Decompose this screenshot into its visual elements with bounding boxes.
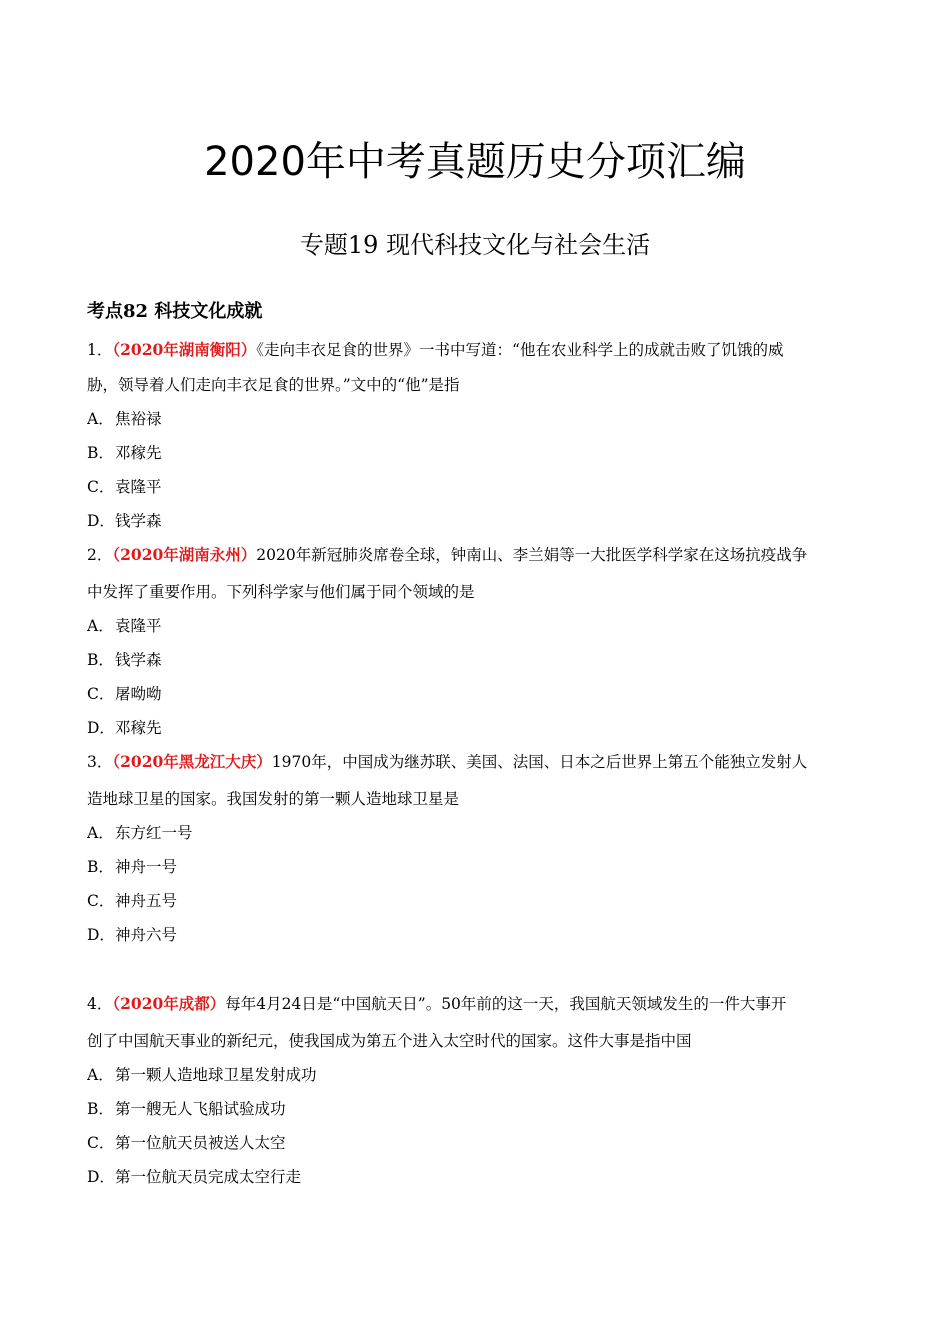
question-text: 1970年，中国成为继苏联、美国、法国、日本之后世界上第五个能独立发射人	[271, 753, 808, 771]
option-text: 第一位航天员完成太空行走	[115, 1168, 302, 1186]
question-number: 2．	[87, 546, 113, 564]
option-text: 神舟一号	[115, 858, 178, 876]
option-text: 钱学森	[115, 651, 162, 669]
option-letter: D．	[87, 719, 115, 737]
question-3-line-2: 造地球卫星的国家。我国发射的第一颗人造地球卫星是	[87, 790, 460, 808]
question-1-option-a	[87, 407, 867, 431]
question-3-option-d	[87, 923, 867, 947]
option-text: 第一艘无人飞船试验成功	[115, 1100, 286, 1118]
question-source: （2020年黑龙江大庆）	[112, 752, 272, 771]
question-4-line-2: 创了中国航天事业的新纪元，使我国成为第五个进入太空时代的国家。这件大事是指中国	[87, 1032, 692, 1050]
document-title: 2020年中考真题历史分项汇编	[204, 139, 746, 185]
question-text: 每年4月24日是“中国航天日”。50年前的这一天，我国航天领域发生的一件大事开	[225, 995, 787, 1013]
question-2-line-1	[87, 543, 867, 567]
option-text: 钱学森	[115, 512, 162, 530]
option-text: 焦裕禄	[115, 410, 162, 428]
question-number: 1．	[87, 341, 113, 359]
question-number: 4．	[87, 995, 113, 1013]
question-1-option-b	[87, 441, 867, 465]
option-text: 袁隆平	[115, 617, 162, 635]
question-2-line-2: 中发挥了重要作用。下列科学家与他们属于同个领域的是	[87, 583, 475, 601]
question-3-line-1	[87, 750, 867, 774]
option-text: 神舟六号	[115, 926, 178, 944]
question-source: （2020年湖南永州）	[112, 545, 257, 564]
option-text: 屠呦呦	[115, 685, 162, 703]
question-2-option-c	[87, 682, 867, 706]
question-2-option-d	[87, 716, 867, 740]
option-letter: A．	[87, 824, 114, 842]
option-text: 邓稼先	[115, 719, 162, 737]
option-text: 袁隆平	[115, 478, 162, 496]
document-subtitle: 专题19 现代科技文化与社会生活	[299, 231, 651, 259]
question-source: （2020年湖南衡阳）	[112, 340, 257, 359]
question-text: 2020年新冠肺炎席卷全球，钟南山、李兰娟等一大批医学科学家在这场抗疫战争	[256, 546, 808, 564]
option-letter: B．	[87, 858, 114, 876]
option-letter: C．	[87, 1134, 115, 1152]
question-4-option-b	[87, 1097, 867, 1121]
question-4-option-a	[87, 1063, 867, 1087]
question-source: （2020年成都）	[112, 994, 226, 1013]
question-1-line-1	[87, 338, 867, 362]
question-text: 《走向丰衣足食的世界》一书中写道：“他在农业科学上的成就击败了饥饿的威	[256, 341, 784, 359]
option-text: 神舟五号	[115, 892, 178, 910]
option-letter: D．	[87, 512, 115, 530]
option-letter: A．	[87, 617, 114, 635]
question-2-option-b	[87, 648, 867, 672]
question-3-option-b	[87, 855, 867, 879]
option-letter: A．	[87, 410, 114, 428]
question-3-option-c	[87, 889, 867, 913]
option-letter: B．	[87, 1100, 114, 1118]
question-1-option-c	[87, 475, 867, 499]
option-letter: C．	[87, 892, 115, 910]
option-letter: C．	[87, 478, 115, 496]
option-letter: C．	[87, 685, 115, 703]
option-letter: B．	[87, 444, 114, 462]
option-text: 第一颗人造地球卫星发射成功	[115, 1066, 317, 1084]
option-text: 邓稼先	[115, 444, 162, 462]
question-1-option-d	[87, 509, 867, 533]
section-heading: 考点82 科技文化成就	[87, 301, 263, 322]
option-letter: D．	[87, 926, 115, 944]
option-text: 第一位航天员被送人太空	[115, 1134, 286, 1152]
option-text: 东方红一号	[115, 824, 193, 842]
question-4-option-c	[87, 1131, 867, 1155]
question-1-line-2: 胁，领导着人们走向丰衣足食的世界。”文中的“他”是指	[87, 376, 460, 394]
option-letter: D．	[87, 1168, 115, 1186]
option-letter: A．	[87, 1066, 114, 1084]
question-4-option-d	[87, 1165, 867, 1189]
option-letter: B．	[87, 651, 114, 669]
question-4-line-1	[87, 992, 867, 1016]
question-3-option-a	[87, 821, 867, 845]
question-number: 3．	[87, 753, 113, 771]
question-2-option-a	[87, 614, 867, 638]
